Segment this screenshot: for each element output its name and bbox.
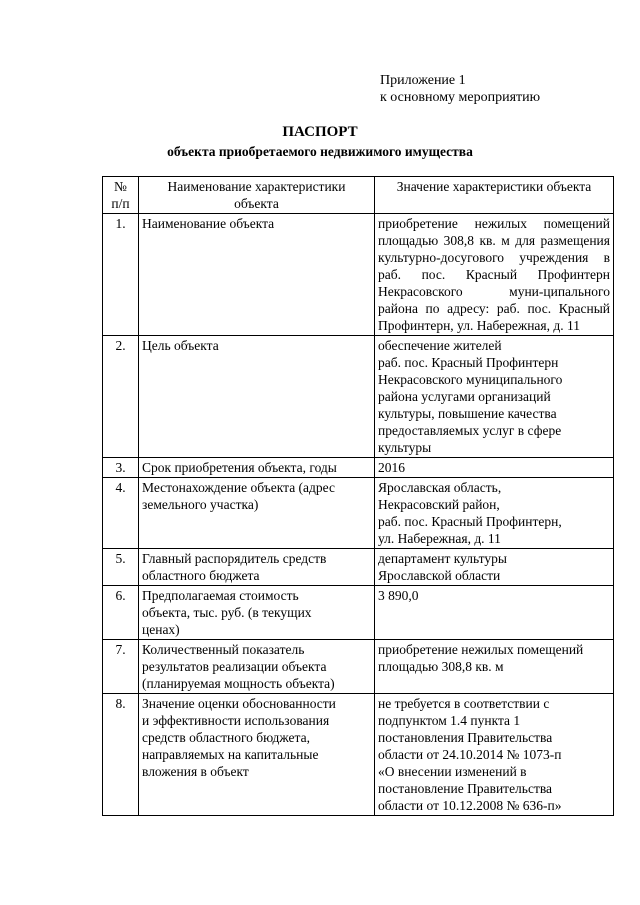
table-row: [103, 478, 614, 549]
appendix-line-2: к основному мероприятию: [380, 90, 541, 105]
row-num: 1.: [103, 214, 139, 336]
row-num: 4.: [103, 478, 139, 549]
appendix-note: [380, 72, 540, 106]
table-row: [103, 549, 614, 586]
row-name: Местонахождение объекта (адрес земельного участка): [139, 478, 375, 549]
table-row: [103, 586, 614, 640]
table-row: [103, 336, 614, 458]
row-num: 7.: [103, 640, 139, 694]
row-value: приобретение нежилых помещений площадью 308,8 кв. м: [375, 640, 614, 694]
passport-table: [102, 176, 614, 816]
row-name: Цель объекта: [139, 336, 375, 458]
appendix-line-1: Приложение 1: [380, 73, 466, 88]
row-value: Ярославская область, Некрасовский район, раб. пос. Красный Профинтерн, ул. Набережная, д. 11: [375, 478, 614, 549]
row-name: Предполагаемая стоимость объекта, тыс. руб. (в текущих ценах): [139, 586, 375, 640]
row-name: Главный распорядитель средств областного бюджета: [139, 549, 375, 586]
header-name: Наименование характеристики объекта: [139, 177, 375, 214]
row-value: не требуется в соответствии с подпунктом 1.4 пункта 1 постановления Правительства области от 24.10.2014 № 1073-п «О внесении изменений в постановление Правительства области от 10.12.2008 № 636-п»: [375, 694, 614, 816]
row-num: 6.: [103, 586, 139, 640]
row-name: Количественный показатель результатов реализации объекта (планируемая мощность объекта): [139, 640, 375, 694]
header-num: № п/п: [103, 177, 139, 214]
row-value: департамент культуры Ярославской области: [375, 549, 614, 586]
row-value: обеспечение жителей раб. пос. Красный Профинтерн Некрасовского муниципального района услугами организаций культуры, повышение качества предоставляемых услуг в сфере культуры: [375, 336, 614, 458]
row-value: 3 890,0: [375, 586, 614, 640]
header-value: Значение характеристики объекта: [375, 177, 614, 214]
table-row: [103, 214, 614, 336]
document-title: ПАСПОРТ: [282, 124, 358, 140]
table-row: [103, 640, 614, 694]
document-subtitle: объекта приобретаемого недвижимого имущества: [167, 144, 473, 159]
table-row: [103, 694, 614, 816]
row-num: 8.: [103, 694, 139, 816]
row-num: 5.: [103, 549, 139, 586]
row-value: 2016: [375, 458, 614, 478]
row-num: 3.: [103, 458, 139, 478]
row-num: 2.: [103, 336, 139, 458]
row-name: Наименование объекта: [139, 214, 375, 336]
table-header-row: [103, 177, 614, 214]
row-value: приобретение нежилых помещений площадью 308,8 кв. м для размещения культурно-досугового учреждения в раб. пос. Красный Профинтерн Некрасовского муни-ципального района по адресу: раб. пос. Красный Профинтерн, ул. Набережная, д. 11: [375, 214, 614, 336]
table-row: [103, 458, 614, 478]
row-name: Значение оценки обоснованности и эффективности использования средств областного бюджета, направляемых на капитальные вложения в объект: [139, 694, 375, 816]
row-name: Срок приобретения объекта, годы: [139, 458, 375, 478]
